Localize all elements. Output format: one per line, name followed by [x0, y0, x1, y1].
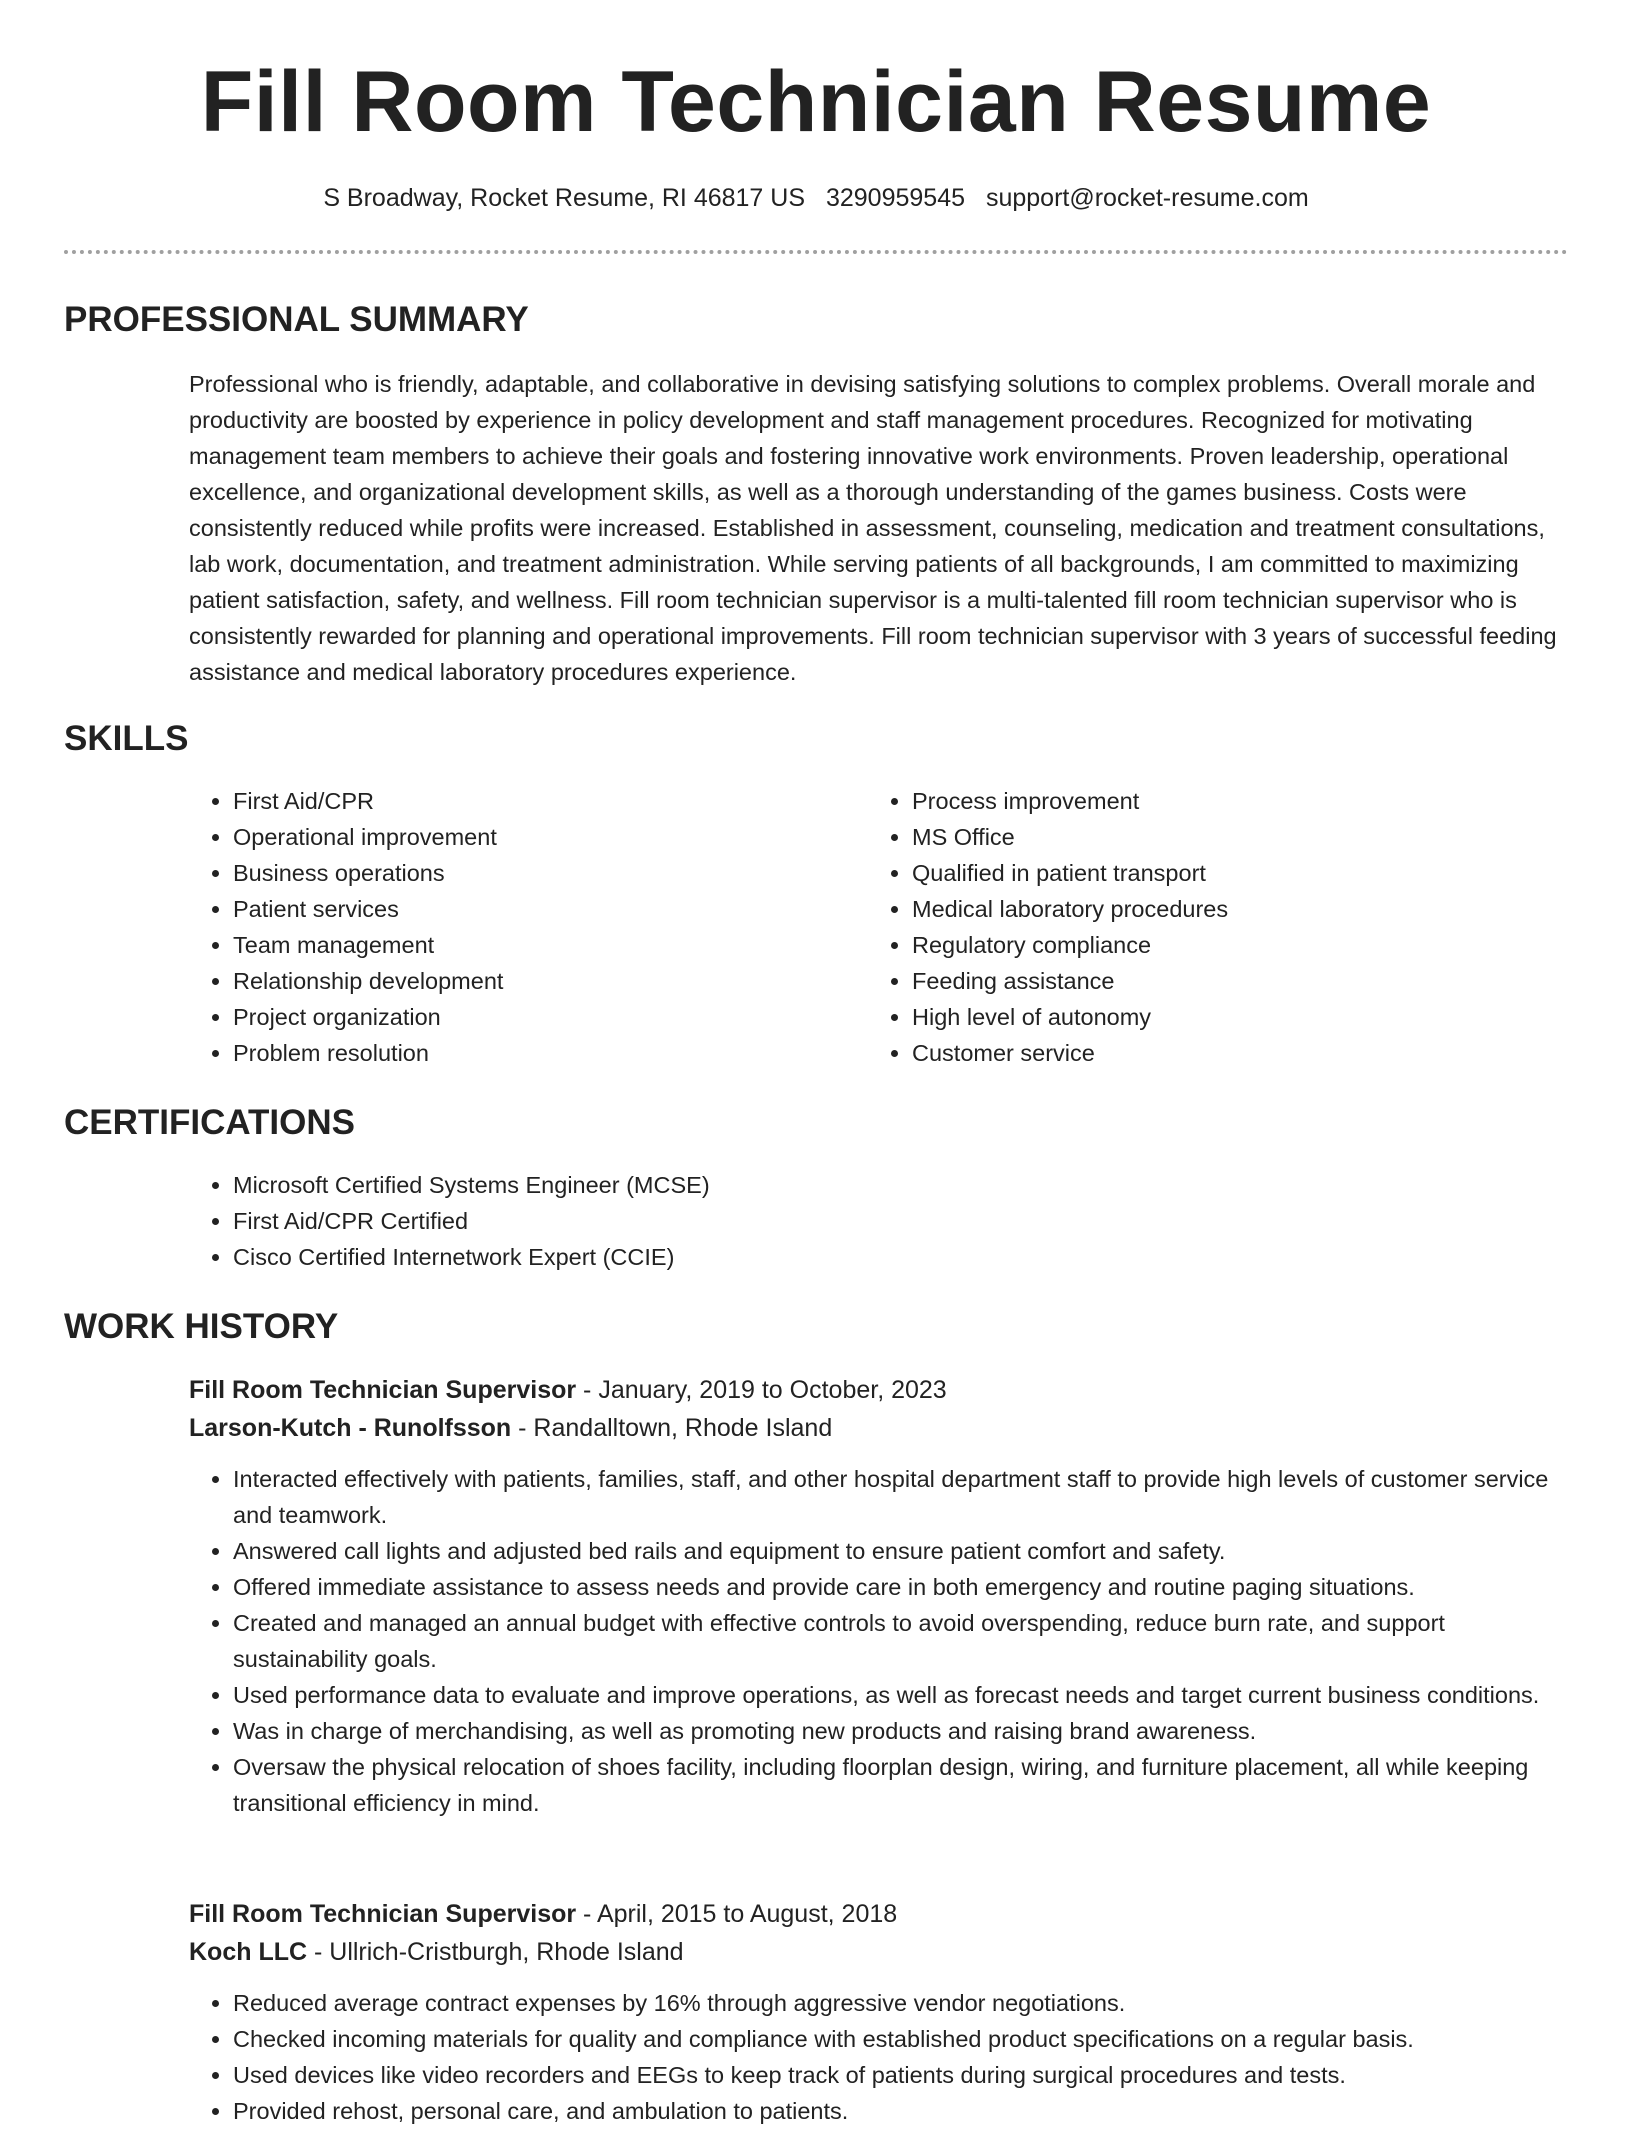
work-history-heading: WORK HISTORY — [64, 1307, 339, 1346]
skill-item: • Relationship development — [233, 963, 829, 999]
certification-item: • First Aid/CPR Certified — [233, 1203, 1569, 1239]
certifications-block — [189, 1167, 1569, 1275]
contact-email: support@rocket-resume.com — [985, 184, 1309, 212]
contact-phone: 3290959545 — [825, 184, 966, 212]
contact-info — [0, 180, 1632, 216]
skill-item: • Operational improvement — [233, 819, 829, 855]
summary-text: Professional who is friendly, adaptable, and collaborative in devising satisfying solutions to complex problems. Overall morale and productivity are boosted by experience in policy development and staff management procedures. Recognized for motivating management team members to achieve their goals and fostering innovative work environments. Proven leadership, operational excellence, and organizational development skills, as well as a thorough understanding of the games business. Costs were consistently reduced while profits were increased. Established in assessment, counseling, medication and treatment consultations, lab work, documentation, and treatment administration. While serving patients of all backgrounds, I am committed to maximizing patient satisfaction, safety, and wellness. Fill room technician supervisor is a multi-talented fill room technician supervisor who is consistently rewarded for planning and operational improvements. Fill room technician supervisor with 3 years of successful feeding assistance and medical laboratory procedures experience. — [189, 371, 1557, 685]
job-bullet: • Answered call lights and adjusted bed rails and equipment to ensure patient comfort and safety. — [233, 1533, 1569, 1569]
job-bullet: • Used devices like video recorders and EEGs to keep track of patients during surgical procedures and tests. — [233, 2057, 1569, 2093]
job-bullet: • Provided rehost, personal care, and ambulation to patients. — [233, 2093, 1569, 2129]
certifications-heading: CERTIFICATIONS — [64, 1103, 356, 1142]
job-bullet: • Interacted effectively with patients, families, staff, and other hospital department staff to provide high levels of customer service and teamwork. — [233, 1461, 1569, 1533]
job-company-line — [189, 1409, 1569, 1447]
skill-item: • Process improvement — [912, 783, 1508, 819]
job-location: - Randalltown, Rhode Island — [511, 1414, 833, 1442]
page-title: Fill Room Technician Resume — [200, 54, 1432, 150]
certification-item: • Microsoft Certified Systems Engineer (MCSE) — [233, 1167, 1569, 1203]
job-title-line — [189, 1895, 1569, 1933]
skill-item: • Qualified in patient transport — [912, 855, 1508, 891]
skills-column-left — [189, 783, 829, 1071]
contact-address: S Broadway, Rocket Resume, RI 46817 US — [323, 184, 806, 212]
skills-column-right — [868, 783, 1508, 1071]
job-title: Fill Room Technician Supervisor — [189, 1900, 577, 1928]
job-company-line — [189, 1933, 1569, 1971]
job-bullets — [189, 1461, 1569, 1821]
job-bullet: • Oversaw the physical relocation of shoes facility, including floorplan design, wiring, and furniture placement, all while keeping transitional efficiency in mind. — [233, 1749, 1569, 1821]
skill-item: • Team management — [233, 927, 829, 963]
header-divider — [64, 250, 1568, 254]
job-title-line — [189, 1371, 1569, 1409]
certification-item: • Cisco Certified Internetwork Expert (CCIE) — [233, 1239, 1569, 1275]
job-bullet: • Created and managed an annual budget with effective controls to avoid overspending, reduce burn rate, and support sustainability goals. — [233, 1605, 1569, 1677]
skill-item: • Customer service — [912, 1035, 1508, 1071]
job-bullets — [189, 1985, 1569, 2129]
job-title: Fill Room Technician Supervisor — [189, 1376, 577, 1404]
job-dates: - January, 2019 to October, 2023 — [576, 1376, 947, 1404]
job-location: - Ullrich-Cristburgh, Rhode Island — [307, 1938, 684, 1966]
skill-item: • Regulatory compliance — [912, 927, 1508, 963]
skill-item: • Feeding assistance — [912, 963, 1508, 999]
skills-heading: SKILLS — [64, 719, 189, 758]
skill-item: • Patient services — [233, 891, 829, 927]
job-bullet: • Was in charge of merchandising, as well as promoting new products and raising brand awareness. — [233, 1713, 1569, 1749]
skill-item: • Problem resolution — [233, 1035, 829, 1071]
skill-item: • High level of autonomy — [912, 999, 1508, 1035]
skill-item: • MS Office — [912, 819, 1508, 855]
job-entry — [189, 1371, 1569, 1821]
certifications-list — [189, 1167, 1569, 1275]
job-bullet: • Offered immediate assistance to assess needs and provide care in both emergency and routine paging situations. — [233, 1569, 1569, 1605]
skill-item: • Business operations — [233, 855, 829, 891]
job-company: Koch LLC — [189, 1938, 308, 1966]
job-dates: - April, 2015 to August, 2018 — [576, 1900, 898, 1928]
job-bullet: • Checked incoming materials for quality and compliance with established product specifications on a regular basis. — [233, 2021, 1569, 2057]
job-entry — [189, 1895, 1569, 2129]
job-bullet: • Reduced average contract expenses by 16% through aggressive vendor negotiations. — [233, 1985, 1569, 2021]
job-bullet: • Used performance data to evaluate and improve operations, as well as forecast needs and target current business conditions. — [233, 1677, 1569, 1713]
skills-list-left — [189, 783, 829, 1071]
skill-item: • Medical laboratory procedures — [912, 891, 1508, 927]
skill-item: • First Aid/CPR — [233, 783, 829, 819]
skills-list-right — [868, 783, 1508, 1071]
job-company: Larson-Kutch - Runolfsson — [189, 1414, 512, 1442]
skill-item: • Project organization — [233, 999, 829, 1035]
summary-heading: PROFESSIONAL SUMMARY — [64, 300, 529, 339]
